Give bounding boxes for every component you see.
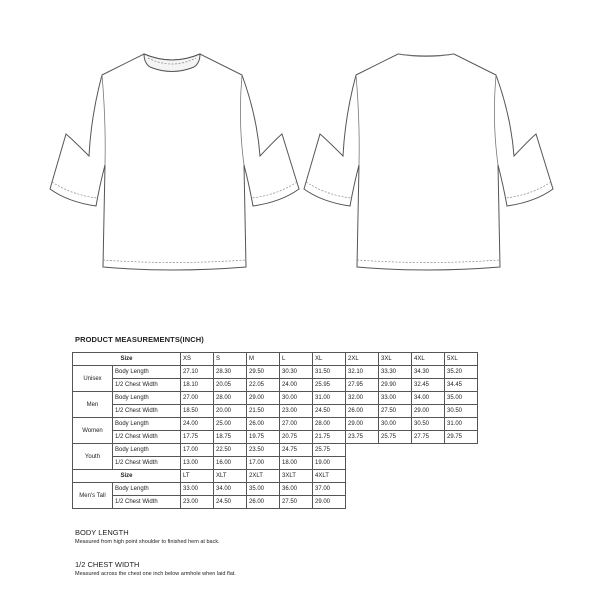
size-header-cell: 4XL <box>412 353 445 366</box>
measurement-value: 17.00 <box>181 444 214 457</box>
measurement-value: 27.50 <box>379 405 412 418</box>
measurement-value: 29.00 <box>412 405 445 418</box>
measurement-value: 27.95 <box>346 379 379 392</box>
table-row <box>73 444 478 457</box>
note-text-chest-width: Measured across the chest one inch below armhole when laid flat. <box>75 571 236 577</box>
size-header-cell: L <box>280 353 313 366</box>
measurement-value: 31.00 <box>445 418 478 431</box>
page-title: PRODUCT MEASUREMENTS(INCH) <box>75 335 204 344</box>
measurement-value: 26.00 <box>247 418 280 431</box>
measurement-value: 24.50 <box>313 405 346 418</box>
empty-cell <box>346 470 478 483</box>
measurement-value: 29.50 <box>247 366 280 379</box>
measurement-value: 23.00 <box>181 496 214 509</box>
measurement-value: 29.00 <box>346 418 379 431</box>
measurements-table <box>72 352 478 509</box>
tall-size-header-label: Size <box>73 470 181 483</box>
measurement-value: 13.00 <box>181 457 214 470</box>
measurement-value: 24.00 <box>181 418 214 431</box>
measurement-value: 29.00 <box>247 392 280 405</box>
tall-size-header-cell: 4XLT <box>313 470 346 483</box>
measurement-value: 37.00 <box>313 483 346 496</box>
measurement-label: 1/2 Chest Width <box>113 457 181 470</box>
measurement-value: 23.00 <box>280 405 313 418</box>
measurement-value: 24.00 <box>280 379 313 392</box>
table-header-row <box>73 353 478 366</box>
table-row <box>73 405 478 418</box>
measurement-label: Body Length <box>113 392 181 405</box>
measurement-value: 17.00 <box>247 457 280 470</box>
measurement-value: 22.05 <box>247 379 280 392</box>
measurement-value: 33.30 <box>379 366 412 379</box>
table-row <box>73 418 478 431</box>
table-row <box>73 483 478 496</box>
table-row <box>73 431 478 444</box>
measurement-value: 26.00 <box>346 405 379 418</box>
measurement-value: 27.50 <box>280 496 313 509</box>
measurement-value: 16.00 <box>214 457 247 470</box>
table-row <box>73 496 478 509</box>
size-header-cell: XL <box>313 353 346 366</box>
measurement-value: 32.00 <box>346 392 379 405</box>
size-header-cell: S <box>214 353 247 366</box>
measurement-value: 21.50 <box>247 405 280 418</box>
tall-size-header-cell: XLT <box>214 470 247 483</box>
measurement-value: 29.00 <box>313 496 346 509</box>
tall-header-row <box>73 470 478 483</box>
measurement-label: 1/2 Chest Width <box>113 379 181 392</box>
measurement-value: 23.50 <box>247 444 280 457</box>
measurement-value: 30.50 <box>412 418 445 431</box>
tall-size-header-cell: LT <box>181 470 214 483</box>
measurement-value: 31.00 <box>313 392 346 405</box>
measurement-value: 32.10 <box>346 366 379 379</box>
measurement-value: 30.30 <box>280 366 313 379</box>
measurement-value: 20.05 <box>214 379 247 392</box>
size-header-cell: XS <box>181 353 214 366</box>
note-title-chest-width: 1/2 CHEST WIDTH <box>75 560 140 569</box>
measurement-value: 35.20 <box>445 366 478 379</box>
measurement-value: 24.50 <box>214 496 247 509</box>
measurement-value: 18.50 <box>181 405 214 418</box>
measurement-value: 34.45 <box>445 379 478 392</box>
measurement-value: 27.00 <box>181 392 214 405</box>
measurement-value: 33.00 <box>181 483 214 496</box>
measurement-value: 19.75 <box>247 431 280 444</box>
measurement-label: Body Length <box>113 444 181 457</box>
empty-cell <box>346 483 478 496</box>
table-row <box>73 392 478 405</box>
tall-size-header-cell: 3XLT <box>280 470 313 483</box>
empty-cell <box>346 457 478 470</box>
measurement-value: 22.50 <box>214 444 247 457</box>
group-label: Men <box>73 392 113 418</box>
group-label: Women <box>73 418 113 444</box>
group-label: Youth <box>73 444 113 470</box>
empty-cell <box>346 496 478 509</box>
measurement-value: 27.75 <box>412 431 445 444</box>
measurement-value: 31.50 <box>313 366 346 379</box>
measurement-value: 26.00 <box>247 496 280 509</box>
size-header-cell: 3XL <box>379 353 412 366</box>
empty-cell <box>346 444 478 457</box>
measurement-value: 27.00 <box>280 418 313 431</box>
group-label: Unisex <box>73 366 113 392</box>
table-row <box>73 366 478 379</box>
measurement-value: 20.75 <box>280 431 313 444</box>
measurement-value: 25.00 <box>214 418 247 431</box>
measurement-value: 33.00 <box>379 392 412 405</box>
measurements-table-body <box>73 353 478 509</box>
measurement-value: 34.00 <box>412 392 445 405</box>
measurement-value: 28.00 <box>214 392 247 405</box>
measurement-label: Body Length <box>113 366 181 379</box>
measurement-value: 30.00 <box>280 392 313 405</box>
note-title-body-length: BODY LENGTH <box>75 528 129 537</box>
measurement-value: 35.00 <box>445 392 478 405</box>
measurement-value: 34.30 <box>412 366 445 379</box>
measurement-value: 25.75 <box>313 444 346 457</box>
measurement-label: Body Length <box>113 483 181 496</box>
measurement-value: 28.30 <box>214 366 247 379</box>
measurement-value: 18.10 <box>181 379 214 392</box>
measurement-value: 17.75 <box>181 431 214 444</box>
size-header-cell: 2XL <box>346 353 379 366</box>
measurement-value: 29.90 <box>379 379 412 392</box>
note-text-body-length: Measured from high point shoulder to finished hem at back. <box>75 539 220 545</box>
measurement-value: 21.75 <box>313 431 346 444</box>
measurement-value: 18.00 <box>280 457 313 470</box>
measurement-label: 1/2 Chest Width <box>113 431 181 444</box>
measurement-value: 27.10 <box>181 366 214 379</box>
size-header-cell: 5XL <box>445 353 478 366</box>
measurement-value: 25.75 <box>379 431 412 444</box>
measurement-value: 28.00 <box>313 418 346 431</box>
group-label: Men's Tall <box>73 483 113 509</box>
tall-size-header-cell: 2XLT <box>247 470 280 483</box>
size-header-cell: M <box>247 353 280 366</box>
table-row <box>73 379 478 392</box>
measurement-value: 23.75 <box>346 431 379 444</box>
tshirt-back-illustration <box>298 46 558 286</box>
measurement-value: 20.00 <box>214 405 247 418</box>
measurement-label: Body Length <box>113 418 181 431</box>
tshirt-front-illustration <box>44 46 304 286</box>
measurement-label: 1/2 Chest Width <box>113 405 181 418</box>
measurement-value: 35.00 <box>247 483 280 496</box>
measurement-value: 36.00 <box>280 483 313 496</box>
size-header-label: Size <box>73 353 181 366</box>
measurement-value: 30.00 <box>379 418 412 431</box>
measurement-value: 18.75 <box>214 431 247 444</box>
table-row <box>73 457 478 470</box>
measurement-label: 1/2 Chest Width <box>113 496 181 509</box>
measurement-value: 19.00 <box>313 457 346 470</box>
measurement-value: 24.75 <box>280 444 313 457</box>
measurement-value: 32.45 <box>412 379 445 392</box>
measurement-value: 25.95 <box>313 379 346 392</box>
measurement-value: 29.75 <box>445 431 478 444</box>
measurement-value: 30.50 <box>445 405 478 418</box>
measurement-value: 34.00 <box>214 483 247 496</box>
